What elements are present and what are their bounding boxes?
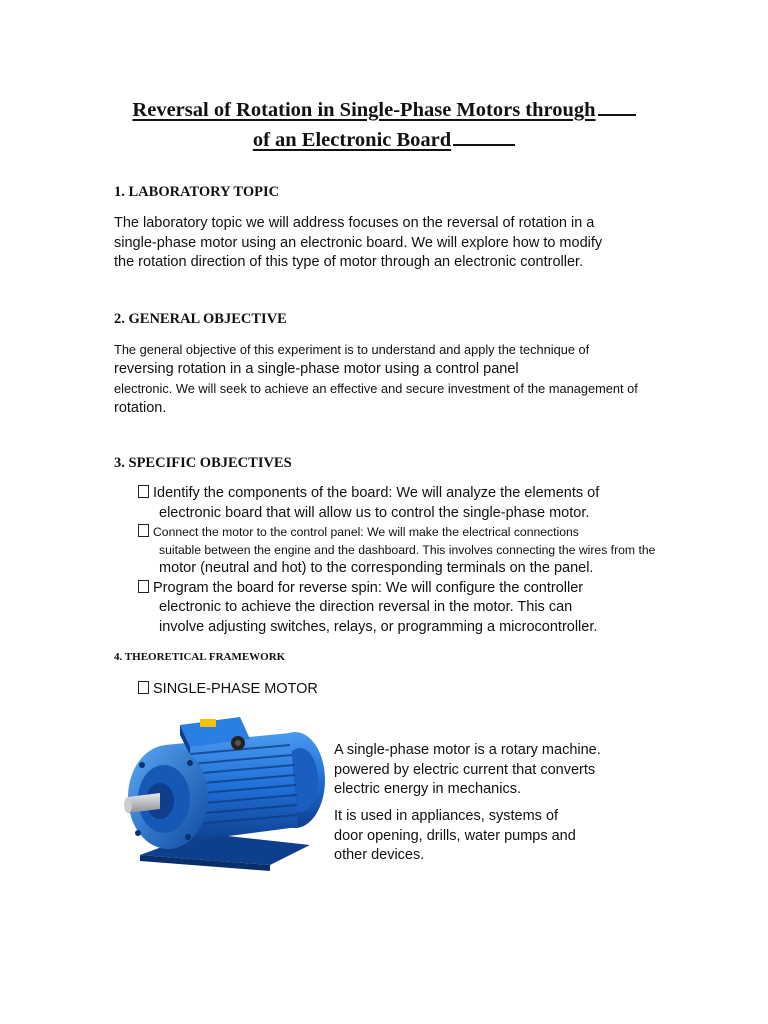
body-line: the rotation direction of this type of motor through an electronic controller. bbox=[114, 254, 584, 270]
bullet-box-icon bbox=[138, 681, 149, 694]
motor-description-2: It is used in appliances, systems of door opening, drills, water pumps and other devices. bbox=[334, 808, 576, 863]
body-line: single-phase motor using an electronic board. We will explore how to modify bbox=[114, 234, 603, 251]
body-line: electronic. We will seek to achieve an effective and secure investment of the management of bbox=[114, 381, 638, 396]
motor-subheading: SINGLE-PHASE MOTOR bbox=[138, 681, 318, 697]
body-line: The laboratory topic we will address focuses on the reversal of rotation in a bbox=[114, 215, 595, 231]
title-line-1: Reversal of Rotation in Single-Phase Motors through bbox=[132, 99, 596, 121]
title-line-2: of an Electronic Board bbox=[252, 129, 452, 151]
section-2-body bbox=[114, 340, 694, 418]
bullet-box-icon bbox=[138, 580, 149, 593]
bullet-box-icon bbox=[138, 524, 149, 537]
bullet-box-icon bbox=[138, 485, 149, 498]
electric-motor-image bbox=[120, 705, 330, 880]
section-3-heading: 3. SPECIFIC OBJECTIVES bbox=[114, 455, 292, 471]
section-1-body bbox=[114, 214, 694, 273]
document-title bbox=[0, 94, 768, 154]
list-item: Identify the components of the board: We will analyze the elements of electronic board that will allow us to control the single-phase motor. bbox=[138, 484, 698, 523]
motor-description-1: A single-phase motor is a rotary machine. powered by electric current that converts electric energy in mechanics. bbox=[334, 742, 601, 797]
body-line: reversing rotation in a single-phase motor using a control panel bbox=[114, 360, 519, 377]
section-1-heading: 1. LABORATORY TOPIC bbox=[114, 184, 280, 200]
body-line: rotation. bbox=[114, 399, 167, 416]
list-item: Connect the motor to the control panel: We will make the electrical connections suitable between the engine and the dashboard. This involves connecting the wires from the motor (neutral and hot) to the corresponding terminals on the panel. bbox=[138, 523, 698, 579]
section-2-heading: 2. GENERAL OBJECTIVE bbox=[114, 311, 287, 327]
objectives-list bbox=[138, 484, 698, 637]
list-item: Program the board for reverse spin: We will configure the controller electronic to achieve the direction reversal in the motor. This can involve adjusting switches, relays, or programming a microcontroller. bbox=[138, 579, 698, 638]
section-4-heading: 4. THEORETICAL FRAMEWORK bbox=[114, 651, 286, 663]
body-line: The general objective of this experiment is to understand and apply the technique of bbox=[114, 342, 590, 357]
